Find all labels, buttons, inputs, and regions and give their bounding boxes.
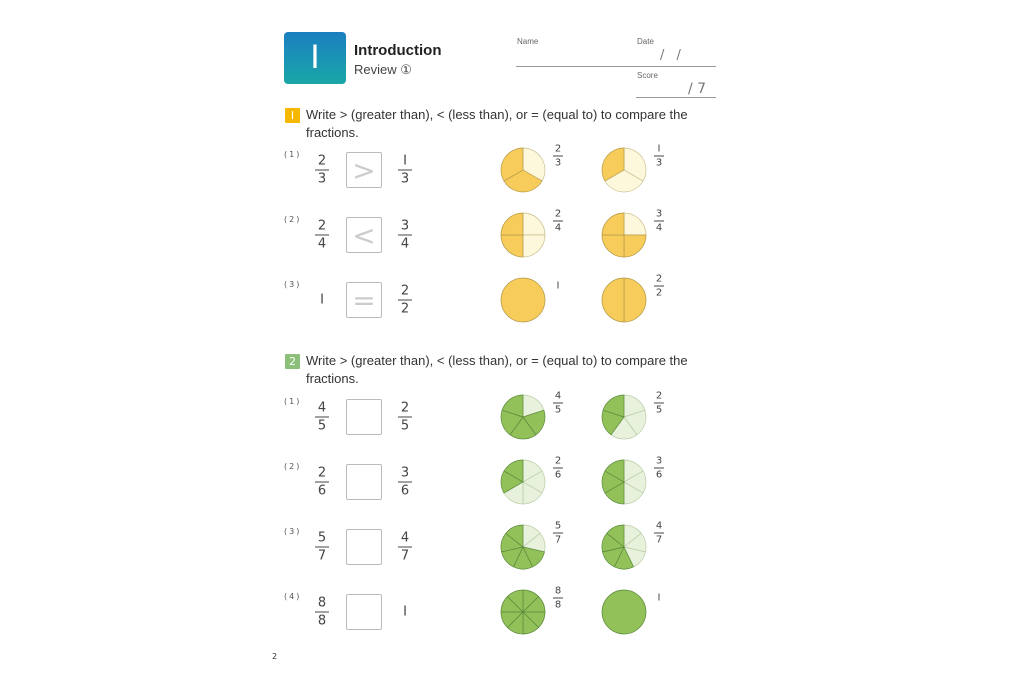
denominator: 5 [655, 404, 663, 416]
denominator: 8 [554, 599, 562, 611]
answer-box[interactable]: = [346, 282, 382, 318]
numerator: I [403, 153, 407, 169]
answer-box[interactable] [346, 594, 382, 630]
numerator: 2 [655, 273, 663, 285]
fraction-bar [553, 221, 563, 222]
numerator: 2 [317, 218, 327, 234]
fraction-bar [398, 417, 412, 418]
problem-label: (2) [284, 215, 302, 224]
problem-label: (1) [284, 397, 302, 406]
pie-slice-filled [501, 235, 523, 257]
denominator: 4 [400, 236, 410, 252]
denominator: 3 [655, 157, 663, 169]
fraction-bar [654, 403, 664, 404]
left-fraction [312, 596, 332, 629]
denominator: 3 [554, 157, 562, 169]
date-label: Date [637, 37, 654, 46]
left-fraction [312, 401, 332, 434]
fraction-bar [315, 482, 329, 483]
fraction-bar [553, 598, 563, 599]
fraction-bar [398, 300, 412, 301]
denominator: 5 [317, 418, 327, 434]
right-fraction [395, 219, 415, 252]
numerator: 8 [317, 595, 327, 611]
answer-box[interactable] [346, 399, 382, 435]
left-fraction [312, 531, 332, 564]
pie-slice-filled [624, 278, 646, 322]
numerator: 2 [400, 400, 410, 416]
denominator: 6 [400, 483, 410, 499]
pie-label [649, 456, 669, 481]
right-fraction [395, 605, 415, 620]
problem-label: (2) [284, 462, 302, 471]
fraction-bar [315, 547, 329, 548]
fraction-bar [398, 235, 412, 236]
fraction-whole: I [556, 280, 560, 292]
numerator: 3 [400, 465, 410, 481]
pie-label [548, 456, 568, 481]
pie-slice-filled [624, 235, 646, 257]
fraction-bar [553, 403, 563, 404]
denominator: 6 [317, 483, 327, 499]
pie-slice-filled [602, 278, 624, 322]
fraction-bar [398, 170, 412, 171]
right-fraction [395, 284, 415, 317]
section-instruction: Write > (greater than), < (less than), or = (equal to) to compare the fractions. [306, 353, 688, 386]
fraction-pie [600, 211, 648, 259]
numerator: I [657, 143, 661, 155]
name-label: Name [517, 37, 539, 46]
denominator: 2 [655, 287, 663, 299]
denominator: 5 [554, 404, 562, 416]
pie-slice-filled [602, 235, 624, 257]
numerator: 2 [317, 153, 327, 169]
right-fraction [395, 154, 415, 187]
right-fraction [395, 531, 415, 564]
fraction-bar [654, 468, 664, 469]
fraction-bar [553, 533, 563, 534]
page-subtitle: Review ① [354, 62, 412, 77]
fraction-bar [398, 547, 412, 548]
fraction-whole: I [657, 592, 661, 604]
denominator: 8 [317, 613, 327, 629]
fraction-pie [499, 211, 547, 259]
answer-box[interactable] [346, 464, 382, 500]
answer-box[interactable] [346, 529, 382, 565]
pie-label [649, 391, 669, 416]
numerator: 2 [400, 283, 410, 299]
fraction-bar [398, 482, 412, 483]
score-total: / 7 [688, 81, 707, 97]
fraction-whole: I [320, 292, 324, 308]
denominator: 6 [554, 469, 562, 481]
score-label: Score [637, 71, 658, 80]
pie-label [649, 209, 669, 234]
fraction-bar [315, 235, 329, 236]
numerator: 2 [554, 455, 562, 467]
denominator: 7 [317, 548, 327, 564]
fraction-bar [654, 156, 664, 157]
pie-label [548, 586, 568, 611]
pie-label [548, 391, 568, 416]
fraction-bar [654, 286, 664, 287]
page-number: 2 [272, 652, 278, 661]
pie-slice-filled [602, 213, 624, 235]
fraction-pie [600, 458, 648, 506]
pie-label [548, 144, 568, 169]
left-fraction [312, 154, 332, 187]
fraction-pie [600, 523, 648, 571]
left-fraction [312, 219, 332, 252]
denominator: 4 [317, 236, 327, 252]
unit-number: I [310, 38, 320, 76]
numerator: 3 [655, 208, 663, 220]
fraction-bar [553, 156, 563, 157]
denominator: 4 [655, 222, 663, 234]
left-fraction [312, 293, 332, 308]
denominator: 4 [554, 222, 562, 234]
fraction-bar [315, 612, 329, 613]
problem-label: (4) [284, 592, 302, 601]
pie-label [548, 521, 568, 546]
denominator: 3 [400, 171, 410, 187]
pie-slice-empty [523, 213, 545, 235]
pie-label [649, 593, 669, 604]
pie-slice-filled [501, 278, 545, 322]
fraction-pie [600, 146, 648, 194]
numerator: 2 [554, 208, 562, 220]
numerator: 4 [400, 530, 410, 546]
right-fraction [395, 466, 415, 499]
unit-badge [284, 32, 346, 84]
section-number-badge: 2 [285, 354, 300, 369]
pie-slice-empty [624, 213, 646, 235]
fraction-pie [600, 588, 648, 636]
fraction-pie [499, 276, 547, 324]
denominator: 5 [400, 418, 410, 434]
numerator: 8 [554, 585, 562, 597]
denominator: 7 [655, 534, 663, 546]
name-date-line[interactable] [516, 66, 716, 67]
denominator: 7 [400, 548, 410, 564]
numerator: 4 [554, 390, 562, 402]
numerator: 4 [317, 400, 327, 416]
problem-label: (3) [284, 280, 302, 289]
fraction-bar [315, 170, 329, 171]
pie-slice-filled [501, 213, 523, 235]
fraction-pie [499, 458, 547, 506]
problem-label: (3) [284, 527, 302, 536]
problem-label: (1) [284, 150, 302, 159]
numerator: 4 [655, 520, 663, 532]
numerator: 2 [317, 465, 327, 481]
fraction-pie [499, 393, 547, 441]
section-number-badge: I [285, 108, 300, 123]
pie-slice-empty [523, 235, 545, 257]
right-fraction [395, 401, 415, 434]
numerator: 5 [317, 530, 327, 546]
pie-label [548, 209, 568, 234]
numerator: 3 [655, 455, 663, 467]
pie-label [649, 144, 669, 169]
fraction-pie [499, 146, 547, 194]
fraction-bar [654, 221, 664, 222]
fraction-bar [553, 468, 563, 469]
pie-slice-filled [602, 590, 646, 634]
denominator: 6 [655, 469, 663, 481]
fraction-pie [600, 393, 648, 441]
numerator: 2 [554, 143, 562, 155]
numerator: 3 [400, 218, 410, 234]
section-instruction: Write > (greater than), < (less than), or = (equal to) to compare the fractions. [306, 107, 688, 140]
pie-label [649, 274, 669, 299]
page-title: Introduction [354, 42, 442, 59]
date-slashes: / / [660, 48, 685, 63]
denominator: 7 [554, 534, 562, 546]
fraction-bar [654, 533, 664, 534]
fraction-pie [600, 276, 648, 324]
left-fraction [312, 466, 332, 499]
pie-label [548, 281, 568, 292]
pie-label [649, 521, 669, 546]
denominator: 2 [400, 301, 410, 317]
denominator: 3 [317, 171, 327, 187]
answer-box[interactable]: > [346, 152, 382, 188]
fraction-pie [499, 523, 547, 571]
fraction-pie [499, 588, 547, 636]
numerator: 5 [554, 520, 562, 532]
score-line[interactable] [636, 97, 716, 98]
answer-box[interactable]: < [346, 217, 382, 253]
numerator: 2 [655, 390, 663, 402]
fraction-whole: I [403, 604, 407, 620]
fraction-bar [315, 417, 329, 418]
